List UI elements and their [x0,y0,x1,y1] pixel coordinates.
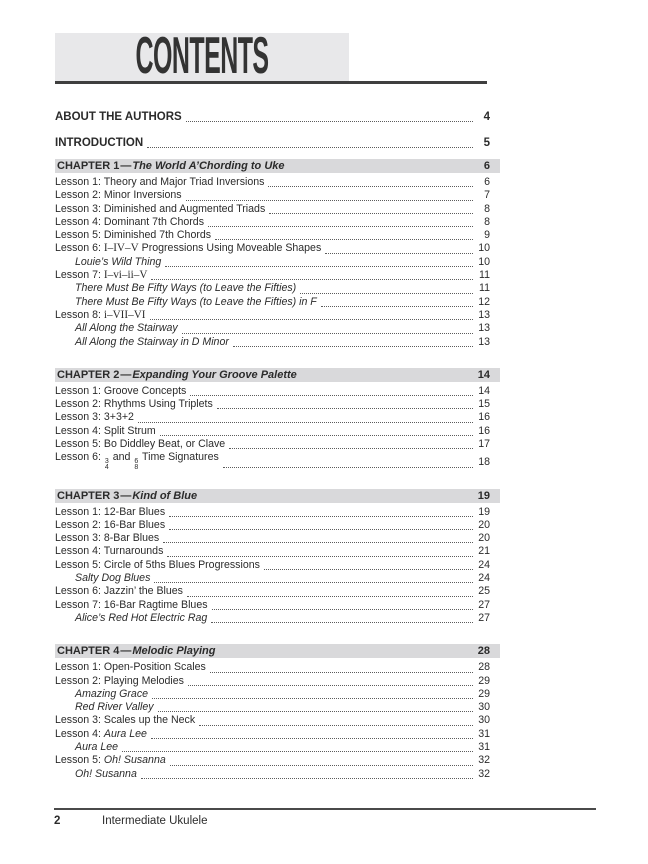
toc-entry-label [75,612,207,625]
dot-leader [233,346,473,347]
dot-leader [150,319,473,320]
toc-entry-label [55,545,163,558]
chapter-number: CHAPTER 1 [57,160,120,172]
toc-lesson-entry [55,599,490,612]
text-segment: Time Signatures [139,451,219,464]
page-number: 6 [484,176,490,188]
page-number: 20 [478,518,490,531]
front-matter-entry [55,137,490,150]
text-segment: Aura Lee [103,727,147,740]
page-number: 10 [478,242,490,255]
toc-entry-label [55,176,264,189]
text-segment: I–IV–V [103,242,139,255]
toc-entry-label [55,189,182,202]
toc-entry-label [55,229,211,242]
text-segment: Aura Lee [75,740,118,753]
toc-entry-label [55,661,206,674]
toc-entry-label [75,741,118,754]
text-segment: Amazing Grace [75,687,149,700]
page-number: 5 [483,137,490,149]
chapter-header [55,159,500,173]
toc-entry-label [55,309,146,322]
text-segment: There Must Be Fifty Ways (to Leave the Fifties) in F [75,295,317,308]
dot-leader [167,556,473,557]
toc-entry-label [55,203,265,216]
title-rule [55,81,487,84]
dot-leader [211,622,473,623]
text-segment: Lesson 3: 8-Bar Blues [55,532,160,545]
text-segment: Lesson 2: 16-Bar Blues [55,518,166,531]
text-segment: Lesson 4: Dominant 7th Chords [55,215,204,228]
text-segment: Lesson 2: Rhythms Using Triplets [55,398,213,411]
dot-leader [217,408,473,409]
text-segment: Lesson 1: Theory and Major Triad Inversions [55,176,265,188]
dot-leader [188,685,473,686]
page-number: 8 [484,202,490,215]
page-number: 27 [478,598,490,611]
toc-entry-label [55,519,165,532]
toc-entry-label [75,336,229,349]
toc-lesson-entry [55,661,490,674]
toc-lesson-entry [55,585,490,598]
toc-entry-label [55,425,156,438]
toc-lesson-entry [55,519,490,532]
chapter-header [55,368,500,382]
toc-lesson-entry [55,229,490,242]
page-number: 9 [484,229,490,242]
page-number: 17 [478,438,490,451]
page-number: 18 [478,456,490,469]
toc-lesson-entry [55,216,490,229]
dot-leader [325,253,473,254]
timesig-denominator: 8 [134,463,139,471]
chapter-header [55,489,500,503]
dot-leader [190,395,473,396]
chapter-number: CHAPTER 3 [57,489,120,502]
page-number: 16 [478,411,490,424]
toc-entry-label [55,451,219,469]
text-segment: Lesson 5: Bo Diddley Beat, or Clave [55,438,226,451]
toc-entry-label [55,242,321,255]
text-segment: Lesson 4: [55,727,104,740]
page-number: 25 [478,585,490,598]
dot-leader [165,266,473,267]
page-number: 15 [478,398,490,411]
toc-lesson-entry [55,714,490,727]
page-number: 30 [478,714,490,727]
toc-lesson-entry [55,385,490,398]
chapter-number: CHAPTER 4 [57,645,120,658]
text-segment: Lesson 1: 12-Bar Blues [55,505,166,518]
text-segment: Oh! Susanna [75,767,137,780]
dot-leader [160,435,473,436]
dot-leader [268,186,473,187]
dot-leader [122,751,473,752]
text-segment: Lesson 6: [55,451,104,464]
text-segment: Salty Dog Blues [75,572,151,585]
toc-entry-label [55,754,166,767]
chapter-page-number: 28 [477,645,490,658]
text-segment: Lesson 7: 16-Bar Ragtime Blues [55,598,208,611]
dot-leader [186,200,473,201]
page-number: 31 [478,740,490,753]
toc-lesson-entry [55,438,490,451]
dot-leader [170,765,473,766]
toc-lesson-entry [55,411,490,424]
dot-leader [215,239,473,240]
page-number: 24 [478,572,490,585]
chapter-title: The World A’Chording to Uke [132,160,285,172]
toc-song-entry [55,296,490,309]
toc-content [55,27,490,781]
dot-leader [138,422,473,423]
text-segment: INTRODUCTION [55,137,144,149]
text-segment: i–VII–VI [103,308,146,321]
dot-leader [269,213,473,214]
time-signature [133,459,139,470]
time-signature [104,459,110,470]
dot-leader [169,516,473,517]
dot-leader [321,306,473,307]
page-number: 32 [478,767,490,780]
toc-entry-label [55,714,195,727]
page-number: 16 [478,424,490,437]
contents-title-box [55,27,349,86]
toc-lesson-entry [55,559,490,572]
text-segment: All Along the Stairway [75,322,178,335]
dot-leader [208,226,473,227]
text-segment: Lesson 5: [55,754,104,767]
chapter-title: Expanding Your Groove Palette [132,368,297,381]
chapter-page-number: 14 [477,368,490,381]
toc-song-entry [55,741,490,754]
text-segment: Lesson 6: Jazzin’ the Blues [55,585,183,598]
chapter-block [55,489,490,626]
toc-lesson-entry [55,754,490,767]
text-segment: Lesson 6: [55,242,104,255]
chapter-dash: — [120,160,132,172]
page-title: CONTENTS [135,27,269,86]
dot-leader [199,725,473,726]
text-segment: Progressions Using Moveable Shapes [138,242,322,255]
toc-entry-label [75,701,154,714]
text-segment: Lesson 2: Playing Melodies [55,674,184,687]
dot-leader [264,569,473,570]
page-number: 28 [478,661,490,674]
page-number: 24 [478,558,490,571]
toc-song-entry [55,322,490,335]
toc-entry-label [55,506,165,519]
toc-lesson-entry [55,242,490,255]
toc-song-entry [55,256,490,269]
toc-song-entry [55,688,490,701]
toc-entry-label [55,137,143,150]
footer-rule [54,808,596,810]
dot-leader [152,698,473,699]
toc-entry-label [75,688,148,701]
toc-song-entry [55,282,490,295]
dot-leader [212,609,473,610]
page-number: 8 [484,215,490,228]
chapter-page-number: 6 [483,160,490,172]
page-number: 20 [478,532,490,545]
toc-lesson-entry [55,532,490,545]
chapter-block [55,159,490,349]
page-number: 10 [478,255,490,268]
toc-lesson-entry [55,728,490,741]
toc-lesson-entry [55,398,490,411]
footer [54,815,207,828]
dot-leader [229,448,473,449]
text-segment: Lesson 5: Diminished 7th Chords [55,229,212,242]
text-segment: All Along the Stairway in D Minor [75,335,229,348]
toc-song-entry [55,768,490,781]
page-number: 13 [478,335,490,348]
timesig-numerator: 6 [134,458,139,466]
toc-entry-label [75,768,137,781]
dot-leader [182,333,473,334]
text-segment: Lesson 7: [55,269,104,282]
timesig-denominator: 4 [104,463,109,471]
dot-leader [223,467,473,468]
text-segment: Lesson 8: [55,308,104,321]
text-segment: ABOUT THE AUTHORS [55,111,182,123]
chapter-block [55,644,490,781]
toc-entry-label [55,599,208,612]
text-segment: Lesson 5: Circle of 5ths Blues Progressions [55,558,260,571]
page-number: 4 [483,111,490,123]
timesig-numerator: 3 [104,458,109,466]
dot-leader [169,529,473,530]
toc-lesson-entry [55,451,490,469]
toc-entry-label [55,385,186,398]
page-number: 29 [478,687,490,700]
footer-page-number: 2 [54,815,61,827]
toc-lesson-entry [55,506,490,519]
chapter-list [55,159,490,781]
dot-leader [151,738,473,739]
page-number: 29 [478,674,490,687]
toc-entry-label [55,585,183,598]
toc-song-entry [55,572,490,585]
text-segment: and [109,451,134,464]
text-segment: Lesson 1: Groove Concepts [55,384,187,397]
text-segment: Lesson 1: Open-Position Scales [55,661,206,674]
page-number: 32 [478,754,490,767]
toc-entry-label [55,411,134,424]
toc-entry-label [75,322,178,335]
chapter-dash: — [120,489,132,502]
chapter-number: CHAPTER 2 [57,368,120,381]
text-segment: Lesson 4: Split Strum [55,424,156,437]
toc-entry-label [55,438,225,451]
toc-lesson-entry [55,675,490,688]
page-number: 13 [478,308,490,321]
toc-entry-label [75,282,296,295]
chapter-header [55,644,500,658]
toc-entry-label [75,296,317,309]
toc-lesson-entry [55,176,490,189]
page-number: 7 [484,189,490,202]
dot-leader [147,147,473,148]
page-number: 27 [478,611,490,624]
text-segment: Lesson 4: Turnarounds [55,545,164,558]
text-segment: Alice’s Red Hot Electric Rag [75,611,208,624]
toc-entry-label [75,572,150,585]
page-number: 12 [478,295,490,308]
page-number: 31 [478,727,490,740]
text-segment: Lesson 3: Scales up the Neck [55,714,196,727]
toc-entry-label [55,216,204,229]
text-segment: I–vi–ii–V [103,269,148,282]
page-number: 11 [479,269,490,282]
footer-book-title: Intermediate Ukulele [102,815,208,827]
toc-lesson-entry [55,269,490,282]
chapter-page-number: 19 [477,489,490,502]
chapter-block [55,368,490,470]
page-number: 14 [478,384,490,397]
toc-song-entry [55,701,490,714]
dot-leader [158,711,473,712]
toc-entry-label [55,269,147,282]
toc-entry-label [55,111,182,124]
text-segment: There Must Be Fifty Ways (to Leave the Fifties) [75,282,297,295]
toc-lesson-entry [55,425,490,438]
toc-entry-label [55,559,260,572]
page-number: 30 [478,701,490,714]
text-segment: Lesson 2: Minor Inversions [55,189,182,202]
chapter-dash: — [120,368,132,381]
toc-entry-label [55,398,213,411]
dot-leader [187,596,473,597]
dot-leader [186,121,473,122]
chapter-title: Kind of Blue [132,489,198,502]
toc-entry-label [75,256,161,269]
page-number: 13 [478,322,490,335]
dot-leader [154,582,473,583]
dot-leader [163,542,473,543]
page-number: 19 [478,505,490,518]
dot-leader [300,293,473,294]
text-segment: Lesson 3: 3+3+2 [55,411,134,424]
text-segment: Lesson 3: Diminished and Augmented Triads [55,202,266,215]
chapter-title: Melodic Playing [132,645,216,658]
page-number: 21 [478,545,490,558]
front-matter-list [55,111,490,150]
toc-lesson-entry [55,545,490,558]
toc-song-entry [55,612,490,625]
dot-leader [210,672,473,673]
toc-entry-label [55,728,147,741]
dot-leader [151,279,473,280]
chapter-dash: — [120,645,132,658]
toc-entry-label [55,532,159,545]
text-segment: Louie’s Wild Thing [75,255,162,268]
dot-leader [141,778,473,779]
toc-song-entry [55,336,490,349]
toc-lesson-entry [55,203,490,216]
front-matter-entry [55,111,490,124]
toc-lesson-entry [55,309,490,322]
text-segment: Oh! Susanna [103,754,166,767]
text-segment: Red River Valley [75,701,154,714]
toc-lesson-entry [55,189,490,202]
toc-entry-label [55,675,184,688]
page-number: 11 [479,282,490,295]
